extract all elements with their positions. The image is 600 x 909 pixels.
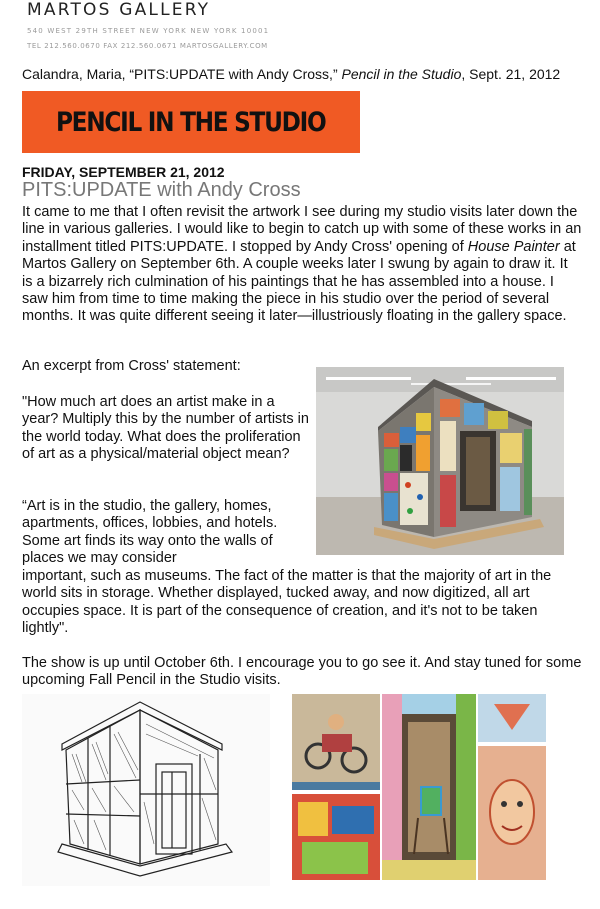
intro-text-2: at bbox=[559, 238, 576, 255]
closing-paragraph: The show is up until October 6th. I encourage you to go see it. And stay tuned for some upcoming Fall Pencil in the Studio visits. bbox=[22, 655, 582, 689]
post-date: FRIDAY, SEPTEMBER 21, 2012 bbox=[22, 164, 225, 180]
show-title: House Painter bbox=[467, 238, 560, 255]
blog-banner-title: PENCIL IN THE STUDIO bbox=[56, 106, 326, 138]
post-title[interactable]: PITS:UPDATE with Andy Cross bbox=[22, 179, 301, 201]
installation-photo[interactable] bbox=[316, 367, 564, 555]
intro-text-1: It came to me that I often revisit the artwork I see during my studio visits later down the line in various galleries. I would like to begin to catch up with some of these works in an installment titled PITS:UPDATE. I stopped by Andy Cross' opening of bbox=[22, 204, 582, 255]
intro-paragraph bbox=[22, 204, 582, 326]
gallery-address: 540 WEST 29TH STREET NEW YORK NEW YORK 10001 bbox=[27, 27, 270, 35]
quote-paragraph-2-end: important, such as museums. The fact of the matter is that the majority of art in the world sits in storage. Whether displayed, tucked away, and now digitized, all art occupies space. It is part of the consequence of creation, and it's not to be taken lightly". bbox=[22, 568, 552, 637]
gallery-link[interactable]: Martos Gallery bbox=[22, 256, 117, 273]
painting-collage[interactable] bbox=[292, 694, 546, 880]
citation-publication: Pencil in the Studio bbox=[341, 66, 462, 82]
citation-prefix: Calandra, Maria, “PITS:UPDATE with Andy Cross,” bbox=[22, 66, 342, 82]
gallery-contact: TEL 212.560.0670 FAX 212.560.0671 MARTOSGALLERY.COM bbox=[27, 42, 268, 50]
quote-paragraph-1: "How much art does an artist make in a year? Multiply this by the number of artists in the world today. What does the proliferation of art as a physical/material object mean? bbox=[22, 394, 309, 463]
gallery-name: MARTOS GALLERY bbox=[27, 0, 211, 20]
quote-paragraph-2-start: “Art is in the studio, the gallery, homes, apartments, offices, lobbies, and hotels. Some art finds its way onto the walls of places we may consider bbox=[22, 498, 278, 567]
excerpt-label: An excerpt from Cross' statement: bbox=[22, 358, 241, 374]
house-sketch[interactable] bbox=[22, 694, 270, 886]
blog-banner[interactable] bbox=[22, 91, 360, 153]
citation-suffix: , Sept. 21, 2012 bbox=[461, 66, 561, 82]
intro-text-3: on September 6th. A couple weeks later I swung by again to draw it. It is a bizarrely rich culmination of his paintings that he has assembled into a house. I saw him from time to time making the piece in his studio over the period of several months. It was quite different seeing it later—illustriously floating in the gallery space. bbox=[22, 256, 568, 325]
citation-line bbox=[22, 66, 560, 82]
